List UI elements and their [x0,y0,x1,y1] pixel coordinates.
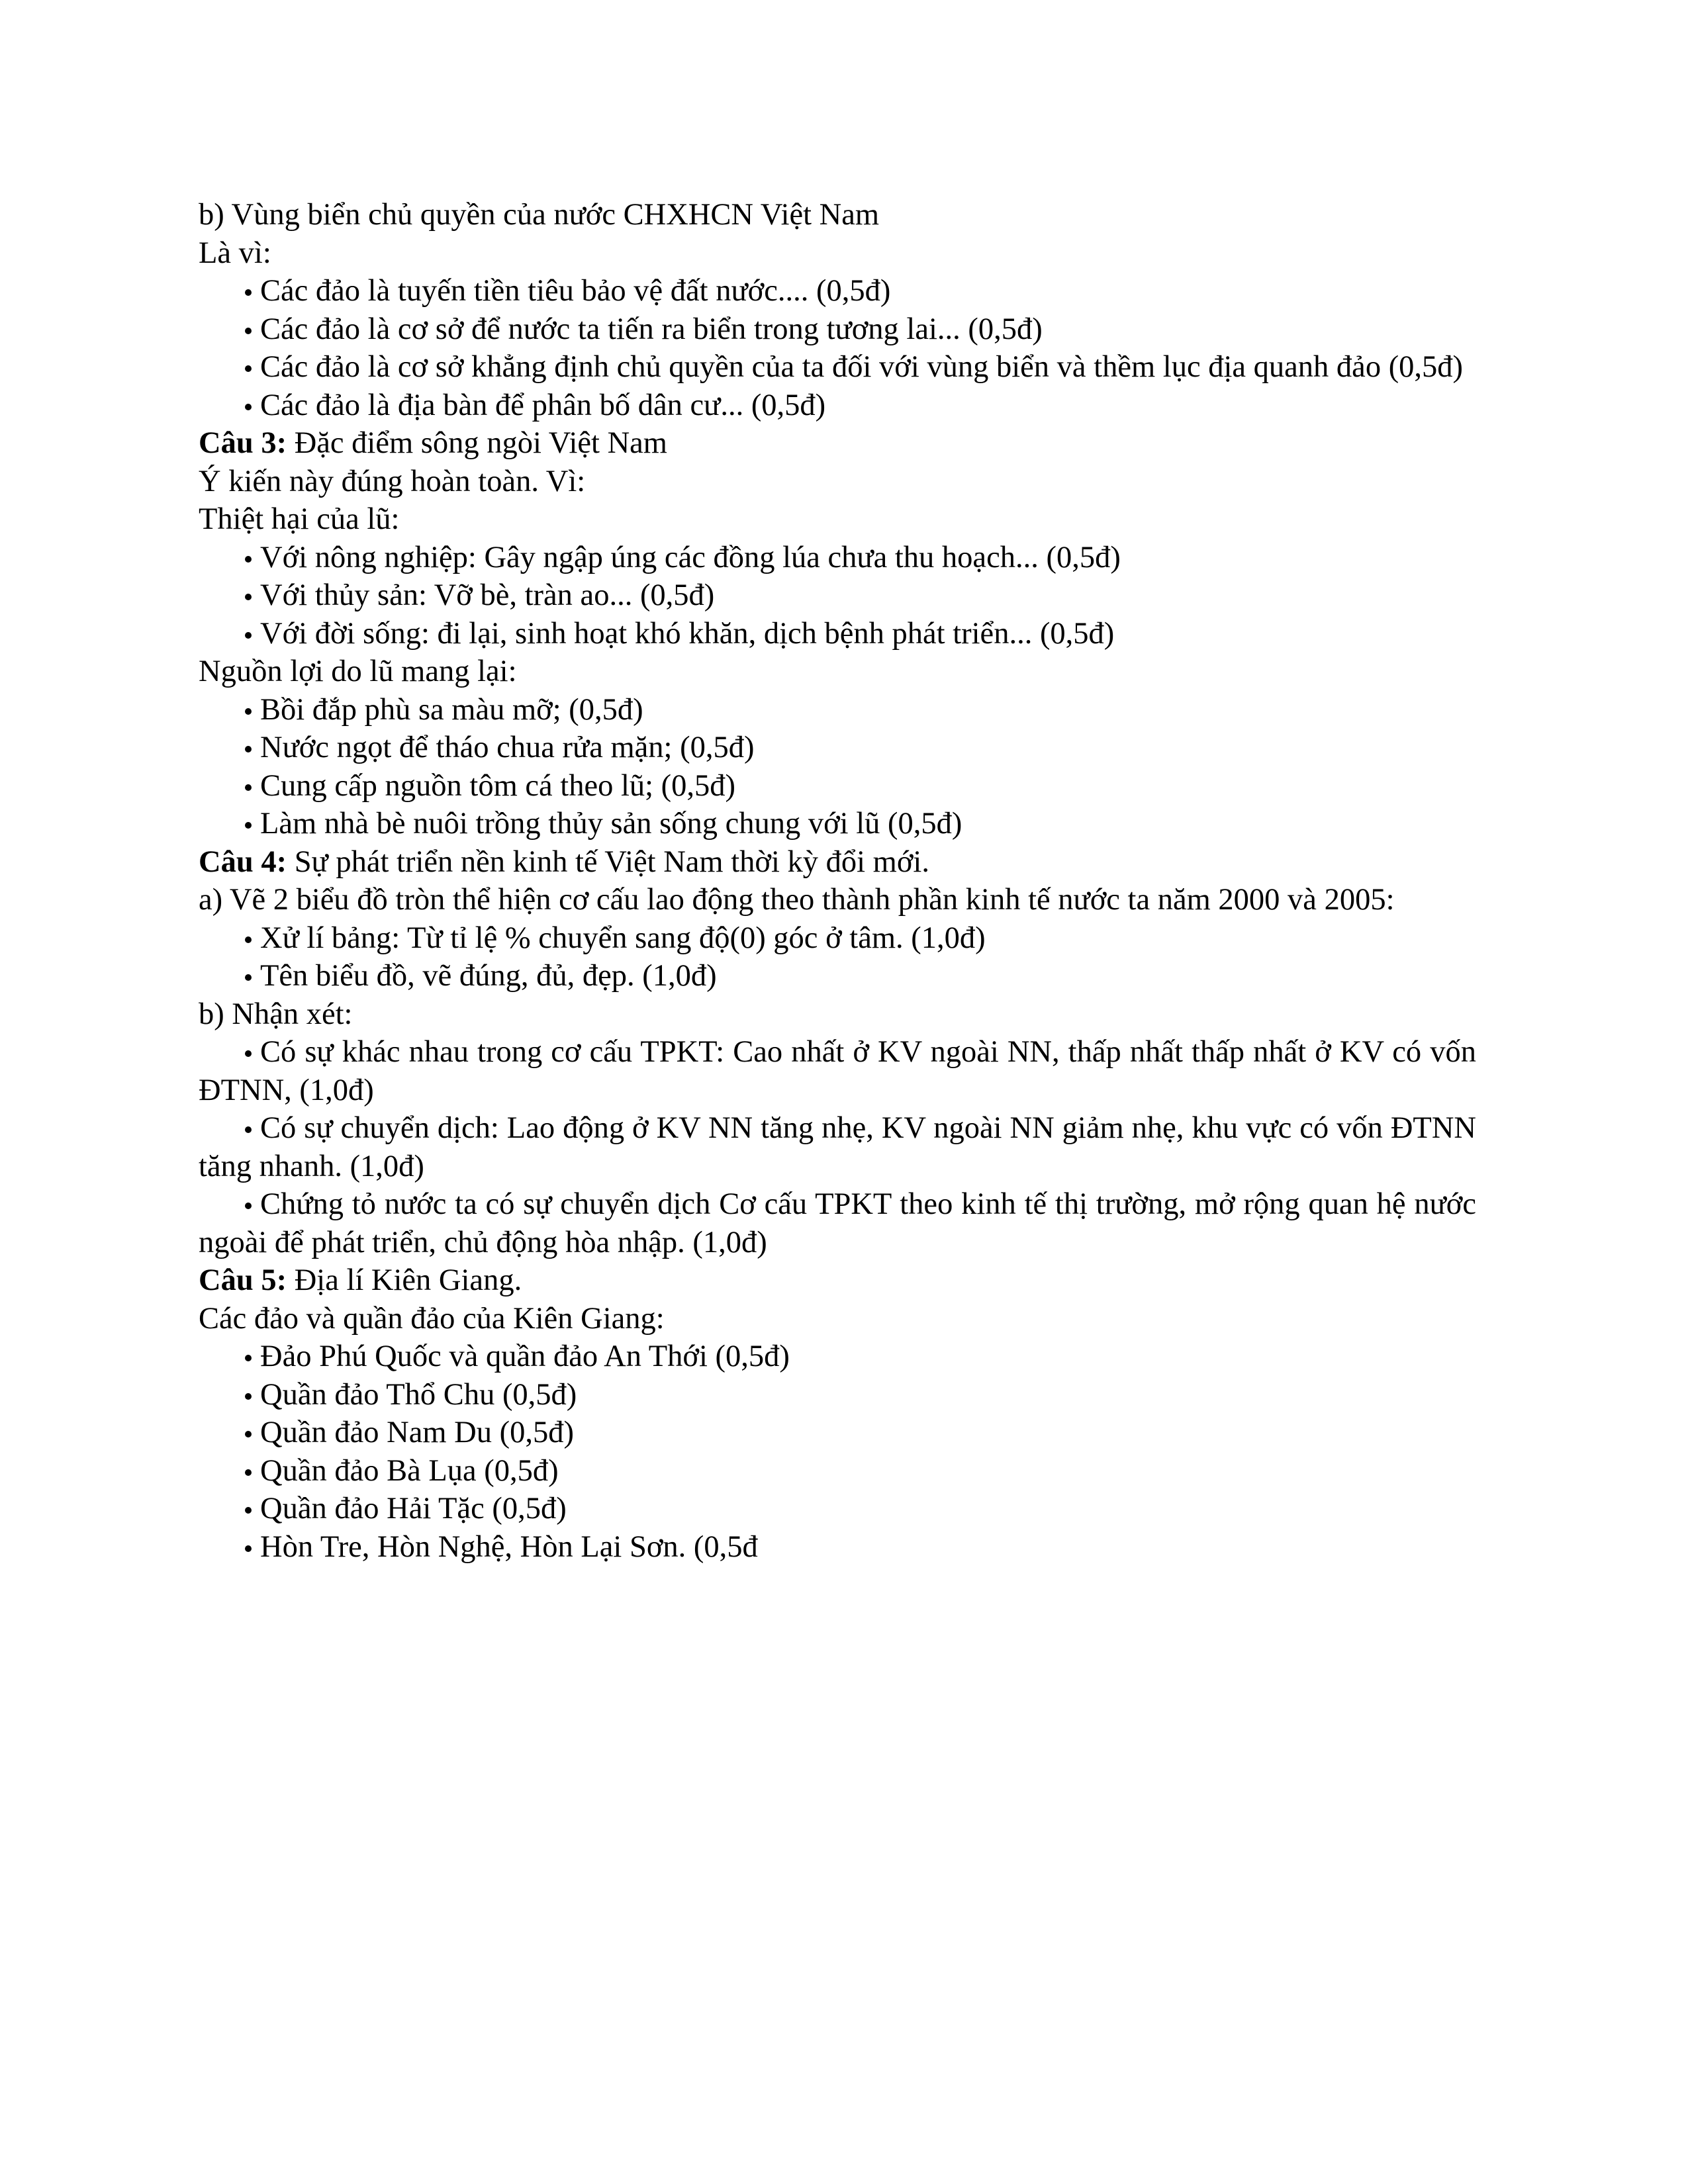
list-item [199,1414,1476,1452]
list-item [199,691,1476,729]
bullet-icon [245,1126,252,1133]
bullet-icon [245,974,252,981]
bullet-icon [245,936,252,943]
bullet-icon [245,328,252,334]
question-title: Sự phát triển nền kinh tế Việt Nam thời kỳ đổi mới. [287,844,929,879]
list-item [199,1528,1476,1567]
list-item [199,310,1476,349]
text-line: b) Vùng biển chủ quyền của nước CHXHCN Việt Nam [199,198,880,232]
text-line: Các đảo và quần đảo của Kiên Giang: [199,1301,665,1336]
list-item-text: Tên biểu đồ, vẽ đúng, đủ, đẹp. (1,0đ) [260,959,717,993]
bullet-icon [245,1469,252,1476]
bullet-icon [245,784,252,791]
list-item-text: Các đảo là địa bàn để phân bố dân cư... (0,5đ) [260,388,826,422]
list-item-text: Hòn Tre, Hòn Nghệ, Hòn Lại Sơn. (0,5đ [260,1529,758,1564]
text-line: Là vì: [199,236,271,270]
list-item [199,805,1476,843]
list-item-text: Với đời sống: đi lại, sinh hoạt khó khăn, dịch bệnh phát triển... (0,5đ) [260,616,1115,651]
question-number: Câu 3: [199,426,287,460]
bullet-icon [245,594,252,600]
question-heading [199,843,1476,882]
bullet-icon [245,1431,252,1437]
question-title: Đặc điểm sông ngòi Việt Nam [287,426,667,460]
bullet-list [199,1033,1476,1261]
bullet-icon [245,1545,252,1552]
document-page [199,196,1476,1566]
list-item-text: Các đảo là cơ sở khẳng định chủ quyền của ta đối với vùng biển và thềm lục địa quanh đảo (0,5đ) [260,350,1464,384]
question-heading [199,424,1476,463]
list-item [199,957,1476,995]
list-item [199,1338,1476,1376]
list-item-text: Nước ngọt để tháo chua rửa mặn; (0,5đ) [260,731,755,764]
list-item [199,539,1476,577]
text-line: a) Vẽ 2 biểu đồ tròn thể hiện cơ cấu lao động theo thành phần kinh tế nước ta năm 2000 và 2005: [199,883,1395,917]
list-item [199,1452,1476,1490]
list-item-text: Quần đảo Bà Lụa (0,5đ) [260,1453,559,1488]
list-item-text: Chứng tỏ nước ta có sự chuyển dịch Cơ cấu TPKT theo kinh tế thị trường, mở rộng quan hệ nước ngoài để phát triển, chủ động hòa nhập. (1,0đ) [199,1187,1476,1259]
list-item [199,272,1476,310]
text-line: b) Nhận xét: [199,997,353,1031]
question-heading [199,1261,1476,1300]
list-item-text: Có sự chuyển dịch: Lao động ở KV NN tăng nhẹ, KV ngoài NN giảm nhẹ, khu vực có vốn ĐTNN tăng nhanh. (1,0đ) [199,1111,1476,1183]
bullet-list [199,691,1476,843]
list-item-text: Các đảo là tuyến tiền tiêu bảo vệ đất nước.... (0,5đ) [260,274,891,308]
question-number: Câu 5: [199,1263,287,1297]
text-line: Ý kiến này đúng hoàn toàn. Vì: [199,464,586,498]
question-title: Địa lí Kiên Giang. [287,1263,522,1297]
list-item-text: Các đảo là cơ sở để nước ta tiến ra biển trong tương lai... (0,5đ) [260,312,1043,346]
bullet-list [199,272,1476,424]
text-line: Thiệt hại của lũ: [199,502,400,536]
list-item [199,1185,1476,1261]
list-item [199,387,1476,425]
list-item-text: Quần đảo Thổ Chu (0,5đ) [260,1377,577,1412]
bullet-icon [245,746,252,752]
bullet-icon [245,365,252,372]
list-item [199,615,1476,653]
bullet-icon [245,1203,252,1209]
list-item-text: Bồi đắp phù sa màu mỡ; (0,5đ) [260,692,643,727]
list-item [199,348,1476,387]
bullet-icon [245,1393,252,1400]
list-item [199,1033,1476,1109]
bullet-list [199,1338,1476,1566]
list-item-text: Xử lí bảng: Từ tỉ lệ % chuyển sang độ(0) góc ở tâm. (1,0đ) [260,921,986,955]
bullet-icon [245,404,252,410]
list-item [199,1376,1476,1414]
bullet-icon [245,1355,252,1361]
bullet-icon [245,708,252,715]
list-item [199,576,1476,615]
list-item [199,919,1476,958]
bullet-icon [245,1507,252,1514]
list-item-text: Quần đảo Hải Tặc (0,5đ) [260,1492,567,1525]
question-number: Câu 4: [199,844,287,879]
list-item-text: Với thủy sản: Vỡ bè, tràn ao... (0,5đ) [260,578,715,612]
list-item-text: Cung cấp nguồn tôm cá theo lũ; (0,5đ) [260,768,736,803]
bullet-icon [245,289,252,296]
bullet-list [199,539,1476,653]
list-item [199,767,1476,805]
list-item [199,729,1476,767]
list-item-text: Có sự khác nhau trong cơ cấu TPKT: Cao nhất ở KV ngoài NN, thấp nhất thấp nhất ở KV có vốn ĐTNN, (1,0đ) [199,1035,1476,1107]
bullet-icon [245,822,252,829]
bullet-icon [245,1050,252,1057]
list-item-text: Quần đảo Nam Du (0,5đ) [260,1416,574,1449]
bullet-icon [245,556,252,563]
text-line: Nguồn lợi do lũ mang lại: [199,655,517,688]
bullet-list [199,919,1476,995]
list-item-text: Đảo Phú Quốc và quần đảo An Thới (0,5đ) [260,1340,790,1373]
list-item-text: Với nông nghiệp: Gây ngập úng các đồng lúa chưa thu hoạch... (0,5đ) [260,540,1121,574]
list-item [199,1109,1476,1185]
bullet-icon [245,632,252,639]
list-item-text: Làm nhà bè nuôi trồng thủy sản sống chung với lũ (0,5đ) [260,807,962,841]
list-item [199,1490,1476,1528]
